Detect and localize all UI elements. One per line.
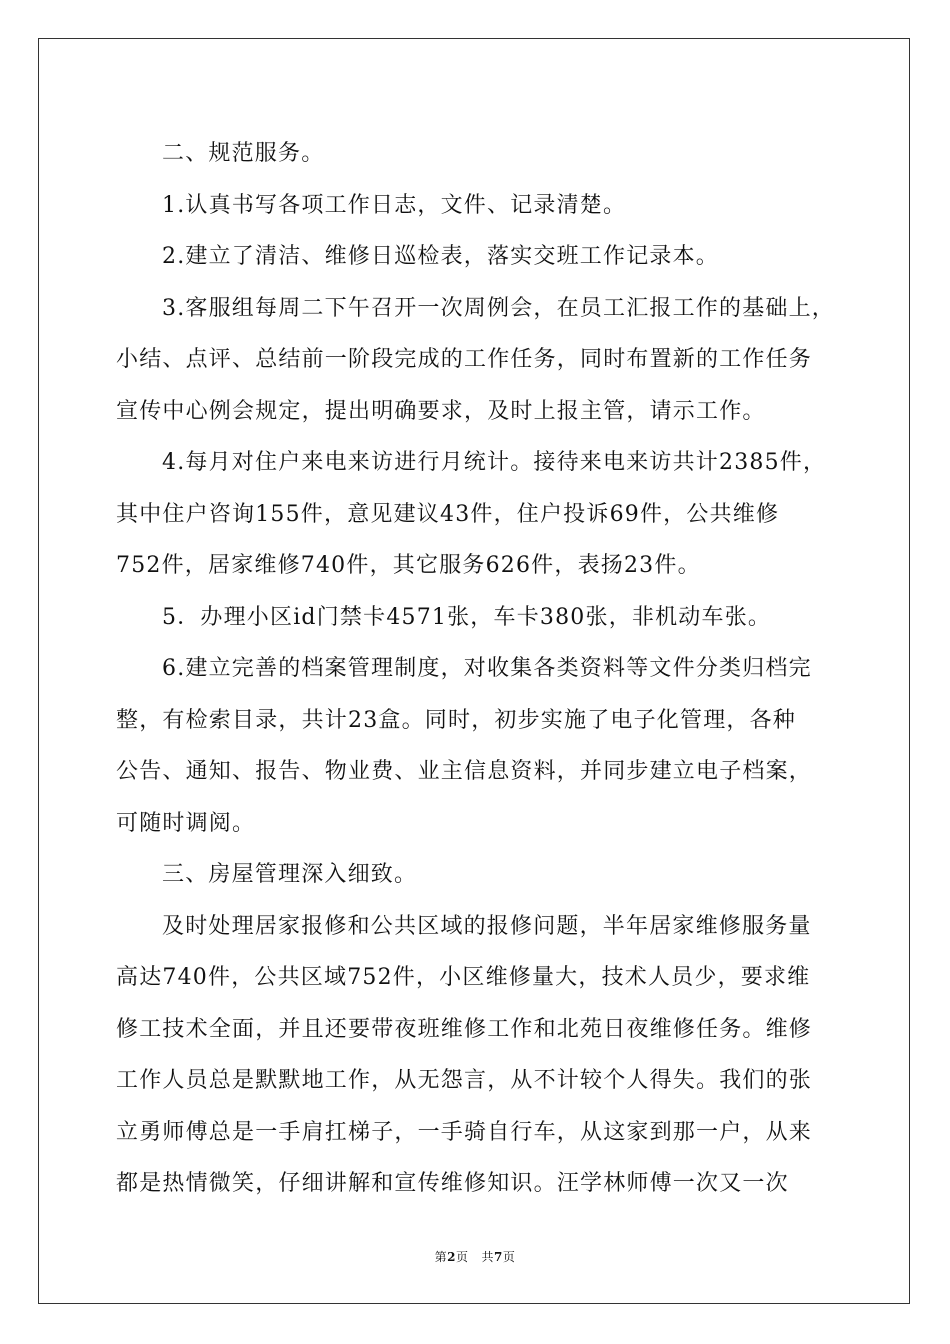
text-line: 1.认真书写各项工作日志，文件、记录清楚。 <box>162 192 627 218</box>
text-line: 高达740件，公共区域752件，小区维修量大，技术人员少，要求维 <box>116 965 811 990</box>
text-line: 4.每月对住户来电来访进行月统计。接待来电来访共计2385件， <box>162 450 827 475</box>
text-line: 5．办理小区id门禁卡4571张，车卡380张，非机动车张。 <box>162 604 772 630</box>
page-suffix: 页 <box>456 1250 469 1264</box>
text-line: 公告、通知、报告、物业费、业主信息资料，并同步建立电子档案， <box>116 759 813 784</box>
text-line: 三、房屋管理深入细致。 <box>162 862 418 887</box>
text-line: 工作人员总是默默地工作，从无怨言，从不计较个人得失。我们的张 <box>116 1068 813 1093</box>
text-line: 其中住户咨询155件，意见建议43件，住户投诉69件，公共维修 <box>116 501 780 527</box>
total-pages: 7 <box>493 1250 503 1264</box>
text-line: 小结、点评、总结前一阶段完成的工作任务，同时布置新的工作任务 <box>116 347 813 372</box>
text-line: 752件，居家维修740件，其它服务626件，表扬23件。 <box>116 553 701 578</box>
text-line: 都是热情微笑，仔细讲解和宣传维修知识。汪学林师傅一次又一次 <box>116 1171 789 1196</box>
text-line: 二、规范服务。 <box>162 141 325 166</box>
page-number: 2 <box>447 1250 456 1264</box>
text-line: 宣传中心例会规定，提出明确要求，及时上报主管，请示工作。 <box>116 398 766 424</box>
page-footer <box>0 1248 950 1265</box>
text-line: 6.建立完善的档案管理制度，对收集各类资料等文件分类归档完 <box>162 656 812 681</box>
total-prefix: 共 <box>481 1250 494 1264</box>
text-line: 3.客服组每周二下午召开一次周例会，在员工汇报工作的基础上， <box>162 295 835 321</box>
document-body <box>116 128 856 1210</box>
total-suffix: 页 <box>502 1250 516 1264</box>
text-line: 及时处理居家报修和公共区域的报修问题，半年居家维修服务量 <box>162 913 812 939</box>
page-prefix: 第 <box>434 1250 448 1264</box>
text-line: 整，有检索目录，共计23盒。同时，初步实施了电子化管理，各种 <box>116 707 796 733</box>
text-line: 立勇师傅总是一手肩扛梯子，一手骑自行车，从这家到那一户，从来 <box>116 1119 813 1145</box>
text-line: 2.建立了清洁、维修日巡检表，落实交班工作记录本。 <box>162 244 719 269</box>
text-line: 修工技术全面，并且还要带夜班维修工作和北苑日夜维修任务。维修 <box>116 1016 813 1042</box>
text-line: 可随时调阅。 <box>116 810 256 836</box>
